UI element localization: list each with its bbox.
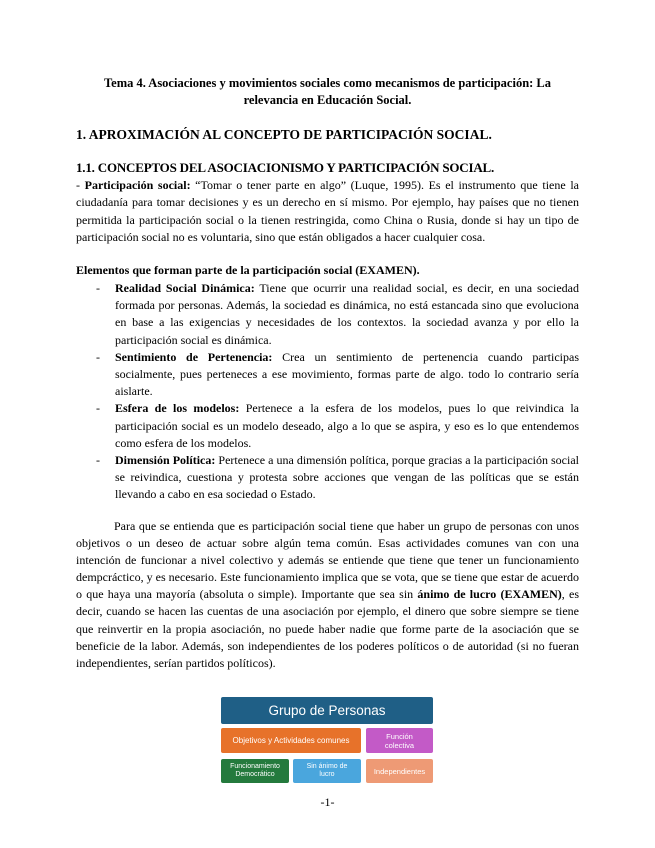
paragraph-text-before: Para que se entienda que es participación social tiene que haber un grupo de personas con unos objetivos o un deseo de actuar sobre algún tema común. Esas actividades comunes van con una intención de funcionar a nivel colectivo y además se entiende que tiene que tener un funcionamiento dempcráctico, y es necesario. Este funcionamiento implica que se vota, que se tiene que estar de acuerdo o que haya una mayoría (absoluta o simple). Importante que sea sin bbox=[76, 519, 579, 602]
diagram-collective-box bbox=[366, 728, 433, 753]
list-item bbox=[96, 349, 579, 401]
list-item bbox=[96, 400, 579, 452]
title-line-2: relevancia en Educación Social. bbox=[243, 93, 412, 107]
list-item-text: Pertenece a una dimensión política, porque gracias a la participación social se reivindica, cuestiona y protesta sobre acciones que vengan de las políticas que se están llevando a cabo en esa sociedad o Estado. bbox=[115, 453, 580, 502]
document-title bbox=[70, 75, 585, 109]
elements-list bbox=[96, 280, 579, 504]
list-item-text: Crea un sentimiento de pertenencia cuando participas socialmente, pues perteneces a ese movimiento, formas parte de algo. todo lo contrario sería aislarte. bbox=[115, 349, 579, 399]
diagram-democratic-line-1: Funcionamiento bbox=[230, 763, 280, 770]
elements-title: Elementos que forman parte de la participación social (EXAMEN). bbox=[76, 263, 420, 277]
diagram-nonprofit-line-2: lucro bbox=[319, 771, 335, 778]
title-line-1: Tema 4. Asociaciones y movimientos sociales como mecanismos de participación: La bbox=[103, 76, 552, 90]
list-item bbox=[96, 452, 579, 504]
list-item-text: Pertenece a la esfera de los modelos, pues lo que reivindica la participación social es un modelo deseado, algo a lo que se aspira, y eso es lo que entendemos como esfera de los modelos. bbox=[115, 401, 579, 450]
list-dash: - bbox=[96, 453, 100, 468]
diagram-nonprofit-line-1: Sin ánimo de bbox=[306, 763, 348, 770]
list-dash: - bbox=[96, 349, 100, 364]
list-item bbox=[96, 280, 579, 349]
paragraph-bold: ánimo de lucro (EXAMEN) bbox=[417, 587, 562, 602]
participation-diagram bbox=[221, 697, 433, 788]
definition-prefix: - bbox=[76, 178, 85, 192]
diagram-collective-line-1: Función bbox=[386, 731, 413, 741]
list-dash: - bbox=[96, 401, 100, 416]
definition-text: “Tomar o tener parte en algo” (Luque, 1995). Es el instrumento que tiene la ciudadanía para tomar decisiones y es un derecho en sí mismo. Por ejemplo, hay países que no tienen permitida la participación social o la tienen restringida, como China o Rusia, donde si hay un tipo de participación social no es voluntaria, sino que están obligados a hacer cualquier cosa. bbox=[76, 178, 579, 244]
paragraph-text-after: , es decir, cuando se hacen las cuentas de una asociación por ejemplo, el dinero que sobre siempre se tiene que reinvertir en la propia asociación, no puede haber nadie que forme parte de la asociación que se beneficie de la labor. Además, son independientes de los poderes políticos o de autoridad (si no fueran independientes, serían partidos políticos). bbox=[76, 587, 579, 670]
list-item-term: Dimensión Política: bbox=[115, 453, 216, 468]
list-item-term: Realidad Social Dinámica: bbox=[115, 281, 255, 295]
section-heading: 1. APROXIMACIÓN AL CONCEPTO DE PARTICIPACIÓN SOCIAL. bbox=[76, 127, 492, 142]
diagram-collective-line-2: colectiva bbox=[384, 740, 415, 750]
diagram-democratic-line-2: Democrático bbox=[235, 771, 275, 778]
list-item-term: Sentimiento de Pertenencia: bbox=[115, 349, 273, 364]
diagram-democratic-box bbox=[221, 759, 289, 783]
list-item-term: Esfera de los modelos: bbox=[115, 401, 240, 416]
subsection-heading: 1.1. CONCEPTOS DEL ASOCIACIONISMO Y PARTICIPACIÓN SOCIAL. bbox=[76, 160, 495, 175]
body-paragraph bbox=[76, 518, 579, 672]
page-number: -1- bbox=[320, 795, 335, 809]
diagram-independent-box: Independientes bbox=[366, 759, 433, 783]
list-item-text: Tiene que ocurrir una realidad social, es decir, en una sociedad formada por personas. Además, la sociedad es dinámica, no está estancada sino que evoluciona en base a las exigencias y necesidades de los contextos. la sociedad avanza y por ello la participación social es dinámica. bbox=[115, 281, 579, 347]
definition-term: Participación social: bbox=[84, 178, 191, 192]
list-dash: - bbox=[96, 281, 100, 295]
definition-paragraph bbox=[76, 177, 579, 246]
diagram-header-box: Grupo de Personas bbox=[221, 697, 433, 724]
diagram-nonprofit-box bbox=[293, 759, 361, 783]
diagram-objectives-box: Objetivos y Actividades comunes bbox=[221, 728, 361, 753]
